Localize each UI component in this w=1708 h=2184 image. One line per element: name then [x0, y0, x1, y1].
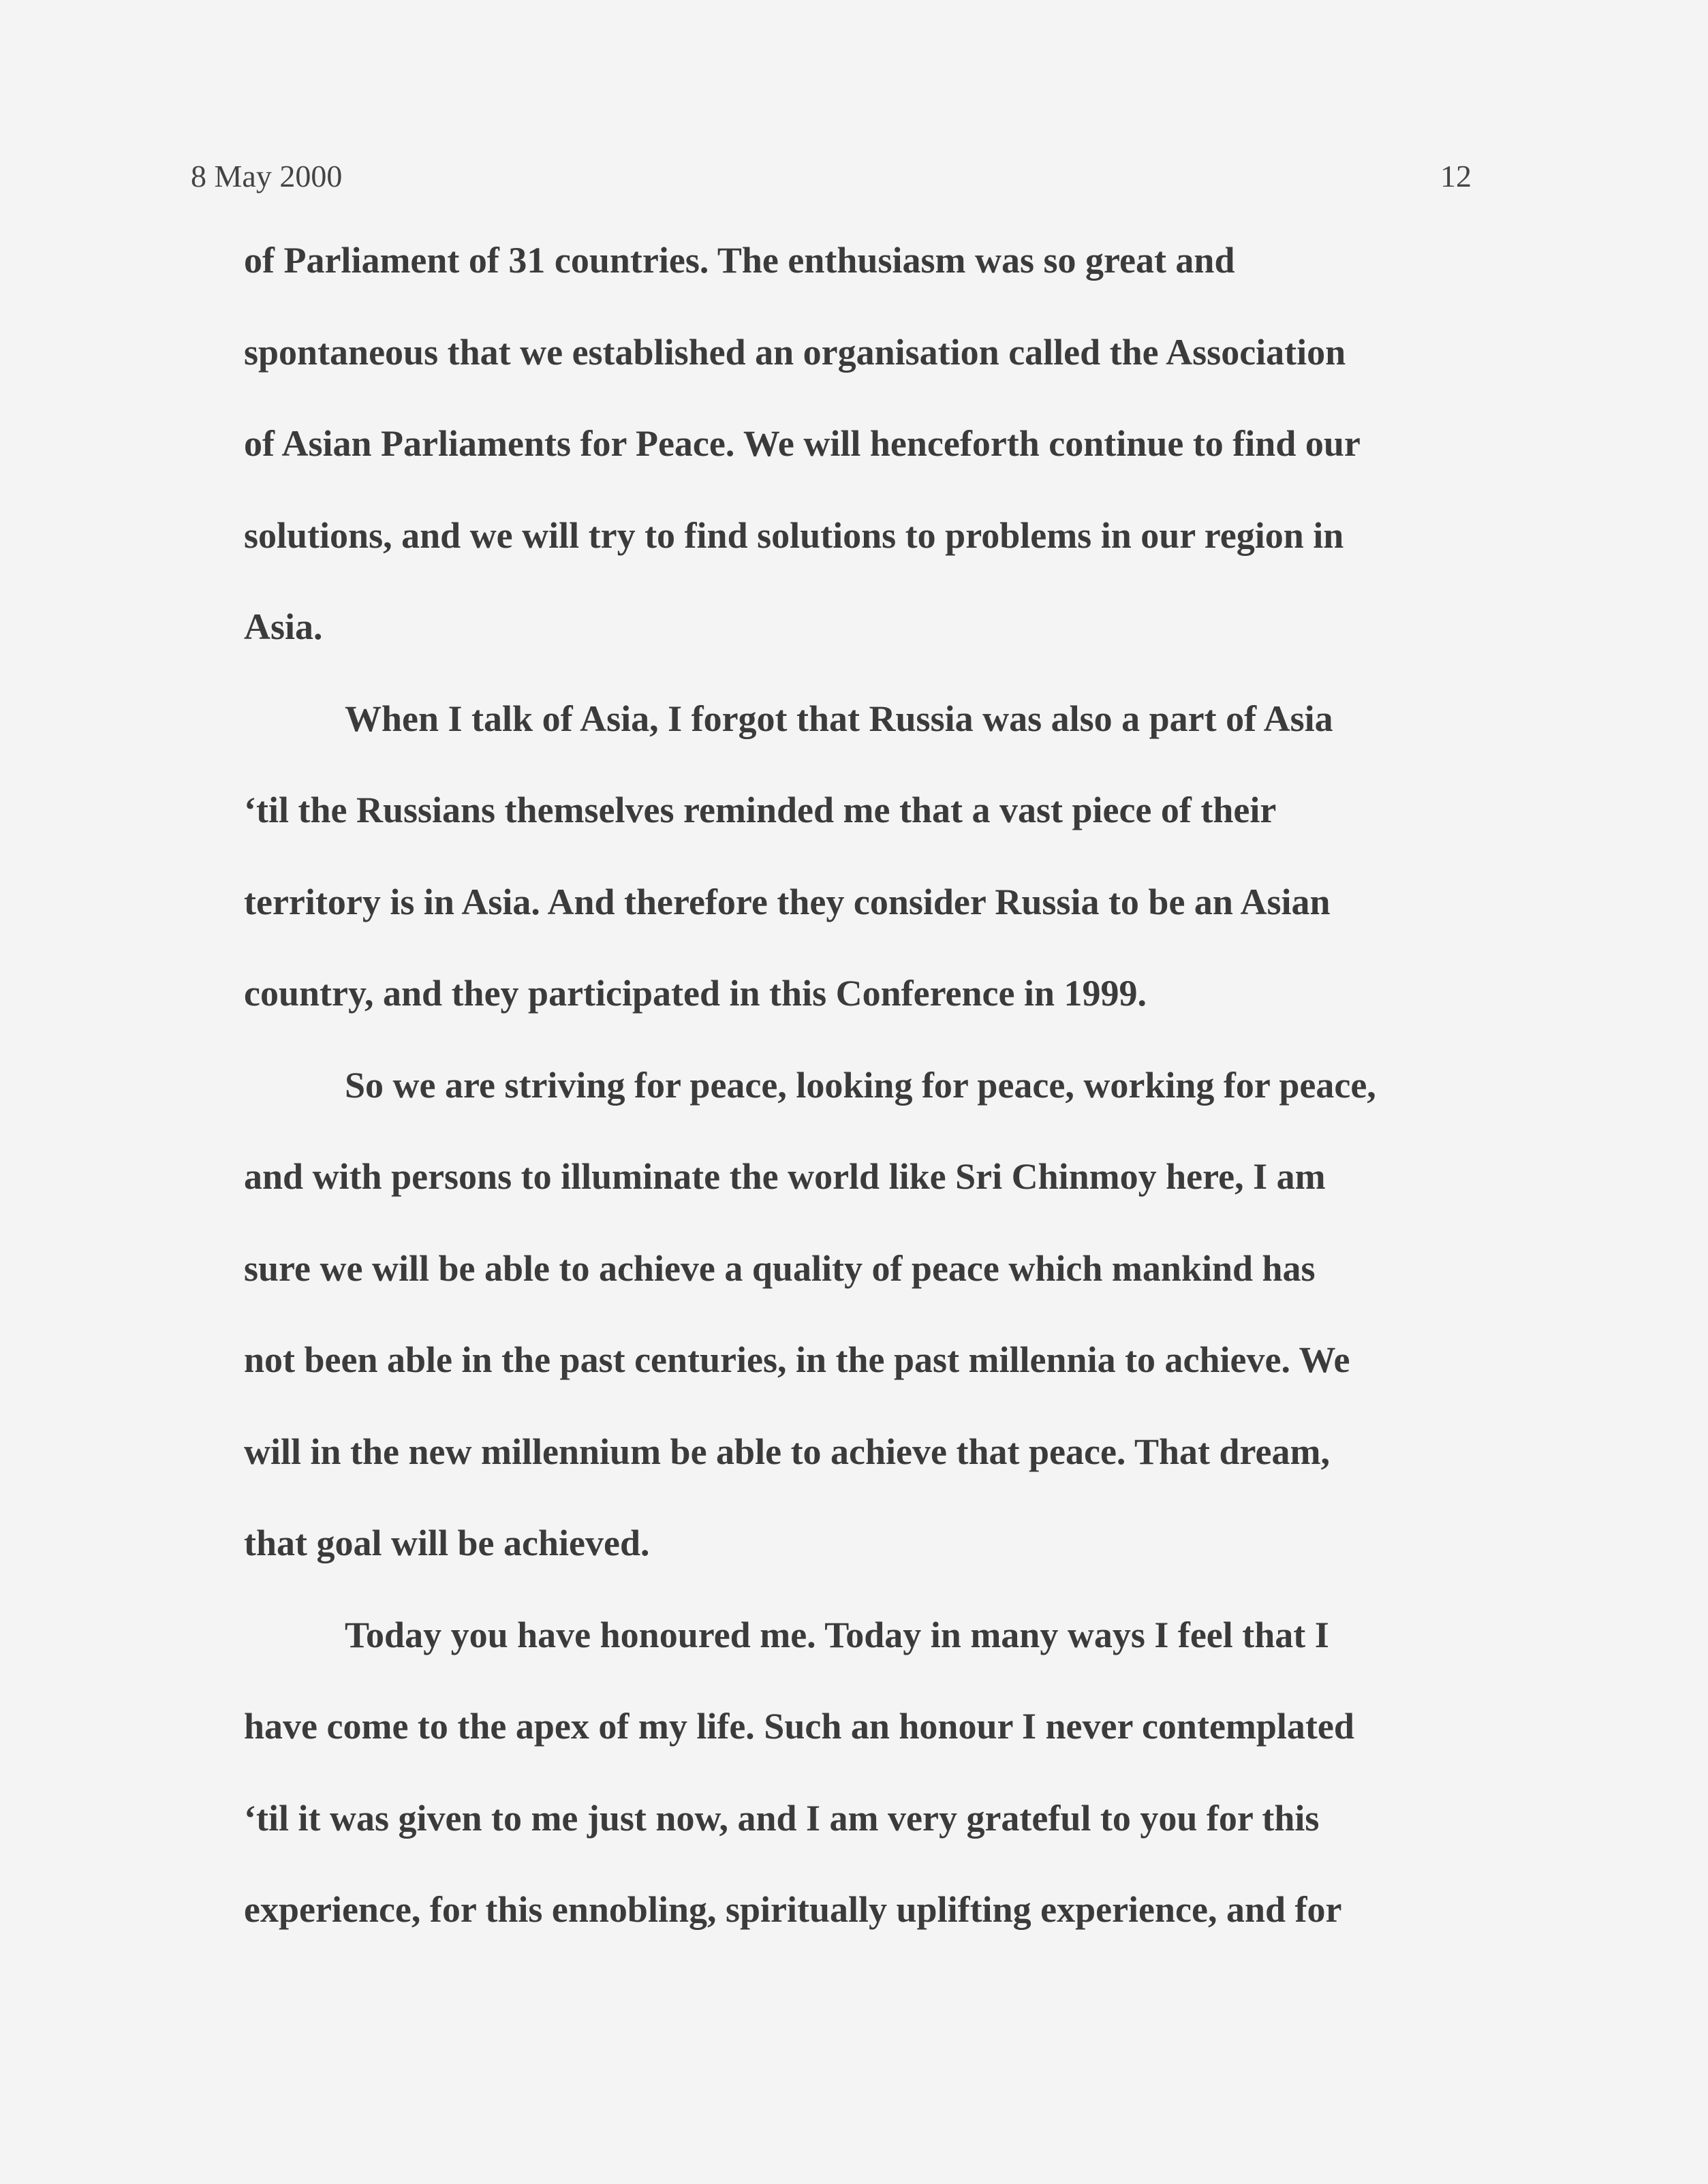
text-line: spontaneous that we established an organisation called the Association — [244, 331, 1346, 373]
paragraph-first-line: When I talk of Asia, I forgot that Russia was also a part of Asia — [345, 698, 1333, 739]
page-number: 12 — [1440, 159, 1472, 193]
text-line: ‘til the Russians themselves reminded me that a vast piece of their — [244, 790, 1277, 830]
page-header — [191, 158, 1472, 206]
paragraph-first-line: So we are striving for peace, looking for peace, working for peace, — [345, 1064, 1376, 1106]
body-text — [244, 233, 1485, 1974]
header-date: 8 May 2000 — [191, 159, 343, 193]
text-line: have come to the apex of my life. Such an honour I never contemplated — [244, 1706, 1354, 1747]
text-line: not been able in the past centuries, in the past millennia to achieve. We — [244, 1339, 1350, 1380]
text-line: of Parliament of 31 countries. The enthusiasm was so great and — [244, 240, 1235, 281]
text-line: and with persons to illuminate the world like Sri Chinmoy here, I am — [244, 1156, 1326, 1197]
text-line: of Asian Parliaments for Peace. We will henceforth continue to find our — [244, 423, 1361, 464]
text-line: sure we will be able to achieve a quality of peace which mankind has — [244, 1247, 1316, 1289]
paragraph-first-line: Today you have honoured me. Today in many ways I feel that I — [345, 1614, 1329, 1655]
text-line: solutions, and we will try to find solutions to problems in our region in — [244, 514, 1344, 556]
text-line: that goal will be achieved. — [244, 1523, 650, 1563]
text-line: ‘til it was given to me just now, and I am very grateful to you for this — [244, 1797, 1320, 1839]
text-line: experience, for this ennobling, spiritually uplifting experience, and for — [244, 1889, 1342, 1930]
text-line: will in the new millennium be able to achieve that peace. That dream, — [244, 1431, 1330, 1472]
text-line: country, and they participated in this Conference in 1999. — [244, 973, 1147, 1014]
text-line: territory is in Asia. And therefore they consider Russia to be an Asian — [244, 881, 1331, 922]
text-line: Asia. — [244, 606, 323, 647]
